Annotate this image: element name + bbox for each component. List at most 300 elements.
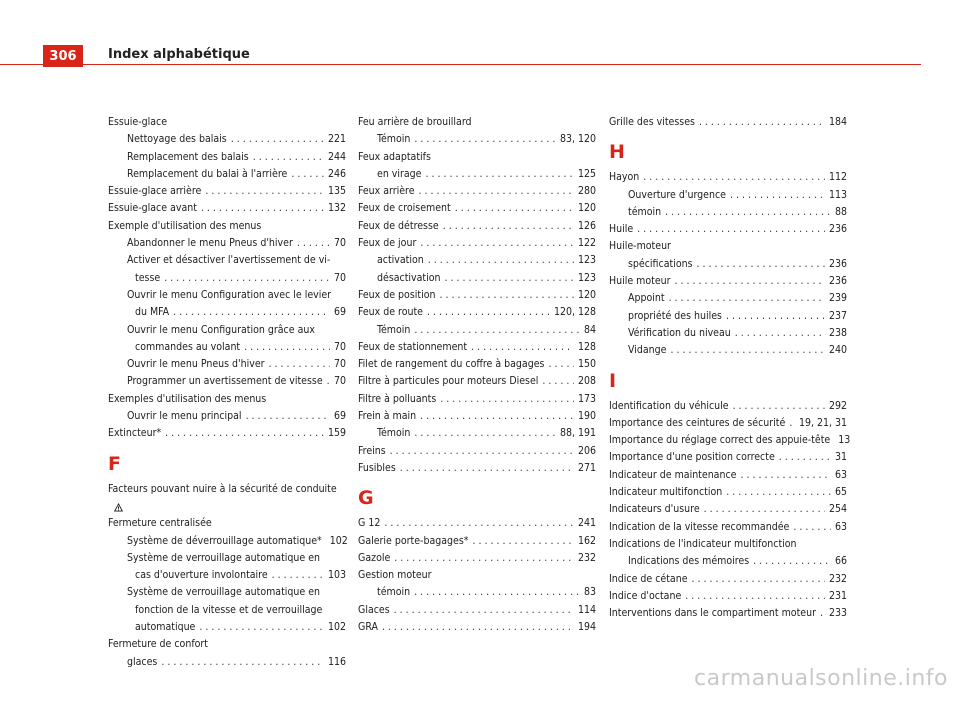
index-entry <box>609 169 847 186</box>
dot-leader <box>472 533 573 550</box>
index-entry-line <box>127 373 346 390</box>
index-entry <box>358 304 596 321</box>
index-entry-line <box>609 519 847 536</box>
index-entry <box>108 356 346 373</box>
index-entry <box>108 252 346 287</box>
dot-leader <box>445 270 574 287</box>
dot-leader <box>272 567 324 584</box>
index-entry-text: témoin <box>628 205 662 218</box>
dot-leader <box>443 218 574 235</box>
dot-leader <box>269 356 330 373</box>
index-entry-text: Fusibles <box>358 461 396 474</box>
index-entry-text: Indicateur de maintenance <box>609 468 737 481</box>
page-reference: 128 <box>577 340 596 353</box>
index-entry-text: Ouvrir le menu principal <box>127 410 242 423</box>
index-entry <box>609 605 847 622</box>
page-reference: 232 <box>577 551 596 564</box>
index-entry-text: Feux de stationnement <box>358 340 468 353</box>
index-entry <box>108 218 346 235</box>
index-entry-text: Grille des vitesses <box>609 116 695 128</box>
index-entry-text: Feux arrière <box>358 185 415 198</box>
page-reference: 120, 128 <box>553 306 596 319</box>
index-letter-heading: G <box>358 487 374 510</box>
index-entry-line <box>127 533 346 550</box>
page-reference: 103 <box>327 569 346 582</box>
page-reference: 271 <box>577 461 596 474</box>
page-reference: 69 <box>333 410 346 423</box>
index-entry-line <box>127 270 346 287</box>
page-reference: 114 <box>577 603 596 616</box>
index-entry <box>358 200 596 217</box>
index-entry-line <box>108 425 346 442</box>
index-entry <box>609 256 847 273</box>
page-reference: 240 <box>828 344 847 357</box>
index-entry-line <box>377 270 596 287</box>
index-entry-line <box>609 449 847 466</box>
index-entry-text: Témoin <box>377 427 411 440</box>
index-entry-line <box>377 252 596 269</box>
index-entry-line <box>377 584 596 601</box>
index-entry-text: Activer et désactiver l'avertissement de vi- <box>127 254 331 267</box>
index-entry-line <box>377 166 596 183</box>
index-entry-line <box>127 619 346 636</box>
dot-leader <box>231 131 324 148</box>
page-reference: 120 <box>577 288 596 301</box>
page-reference: 159 <box>327 427 346 440</box>
index-entry <box>609 467 847 484</box>
index-entry-line <box>127 235 346 252</box>
index-entry-text: en virage <box>377 167 422 180</box>
index-entry <box>358 235 596 252</box>
index-entry-text: Extincteur* <box>108 427 162 440</box>
index-entry-text: Galerie porte-bagages* <box>358 534 469 547</box>
index-entry-text: Feux de détresse <box>358 219 439 232</box>
index-entry <box>609 501 847 518</box>
page-reference: 113 <box>828 188 847 201</box>
index-entry-text: Système de verrouillage automatique en <box>127 586 321 599</box>
dot-leader <box>670 342 825 359</box>
page-reference: 13 <box>838 434 851 447</box>
dot-leader <box>400 460 574 477</box>
page-reference: 70 <box>333 237 346 250</box>
index-entry <box>609 114 847 131</box>
page-reference: 116 <box>327 655 346 668</box>
index-entry-text: Exemples d'utilisation des menus <box>108 392 267 405</box>
index-entry <box>609 308 847 325</box>
page-reference: 88 <box>834 205 847 218</box>
dot-leader <box>455 200 574 217</box>
index-entry-text: spécifications <box>628 257 693 270</box>
page-reference: 232 <box>828 572 847 585</box>
page-number: 306 <box>43 45 83 67</box>
index-entry-line <box>628 187 847 204</box>
index-entry <box>358 166 596 183</box>
index-entry <box>108 515 346 532</box>
page-reference: 19, 21, 31 <box>798 416 847 429</box>
index-entry-line <box>358 183 596 200</box>
index-entry-text: Filtre à polluants <box>358 392 437 405</box>
index-entry-text: Indicateurs d'usure <box>609 503 700 516</box>
page-reference: 70 <box>333 358 346 371</box>
index-entry-line <box>358 235 596 252</box>
dot-leader <box>471 339 574 356</box>
page-reference: 239 <box>828 292 847 305</box>
index-entry <box>108 287 346 322</box>
index-entry-text: du MFA <box>135 306 170 319</box>
dot-leader <box>726 308 825 325</box>
index-entry <box>358 425 596 442</box>
index-entry-text: Hayon <box>609 171 640 184</box>
index-entry-text: Feu arrière de brouillard <box>358 116 472 128</box>
index-entry-text: Indications des mémoires <box>628 555 750 568</box>
index-entry-text: Frein à main <box>358 410 417 423</box>
index-entry-text: Abandonner le menu Pneus d'hiver <box>127 237 293 250</box>
dot-leader <box>327 373 330 390</box>
index-entry-text: Indice d'octane <box>609 589 682 602</box>
index-entry-line <box>358 304 596 321</box>
index-entry-line <box>609 467 847 484</box>
page-reference: 254 <box>828 503 847 516</box>
header-rule <box>0 64 921 65</box>
index-entry-text: tesse <box>135 271 161 284</box>
index-entry <box>609 398 847 415</box>
dot-leader <box>548 356 574 373</box>
dot-leader <box>414 425 556 442</box>
dot-leader <box>394 602 574 619</box>
index-entry-text: Importance d'une position correcte <box>609 451 775 464</box>
index-entry-text: Système de déverrouillage automatique* <box>127 534 322 547</box>
index-entry-text: Exemple d'utilisation des menus <box>108 219 262 232</box>
index-entry-line <box>127 304 346 321</box>
index-entry-line <box>108 200 346 217</box>
index-entry <box>108 114 346 131</box>
index-entry-text: Ouvrir le menu Pneus d'hiver <box>127 358 265 371</box>
page-reference: 123 <box>577 254 596 267</box>
index-entry-text: Témoin <box>377 323 411 336</box>
index-entry-line <box>127 567 346 584</box>
index-entry-text: Remplacement des balais <box>127 150 249 163</box>
dot-leader <box>414 322 580 339</box>
index-entry <box>358 339 596 356</box>
index-entry-line <box>628 553 847 570</box>
index-entry-line <box>628 290 847 307</box>
dot-leader <box>394 550 574 567</box>
index-entry <box>108 166 346 183</box>
index-entry-line <box>609 114 847 131</box>
dot-leader <box>643 169 825 186</box>
index-entry <box>609 204 847 221</box>
page-reference: 231 <box>828 589 847 602</box>
index-entry-text: Système de verrouillage automatique en <box>127 551 321 564</box>
dot-leader <box>733 398 825 415</box>
index-entry <box>358 443 596 460</box>
dot-leader <box>439 287 573 304</box>
page-reference: 221 <box>327 133 346 146</box>
index-entry-text: glaces <box>127 655 158 668</box>
dot-leader <box>740 467 831 484</box>
index-entry <box>609 449 847 466</box>
dot-leader <box>420 235 574 252</box>
page-reference: 66 <box>834 555 847 568</box>
index-entry-line <box>609 398 847 415</box>
index-entry-text: Huile-moteur <box>609 240 671 253</box>
dot-leader <box>428 252 574 269</box>
index-entry-line <box>358 550 596 567</box>
page-reference: 246 <box>327 167 346 180</box>
index-entry-line <box>609 588 847 605</box>
dot-leader <box>244 339 330 356</box>
dot-leader <box>164 270 330 287</box>
index-entry-line <box>358 443 596 460</box>
index-entry <box>358 322 596 339</box>
index-entry-line <box>358 373 596 390</box>
dot-leader <box>735 325 825 342</box>
index-entry <box>108 131 346 148</box>
page-reference: 70 <box>333 271 346 284</box>
index-entry-text: Feux de croisement <box>358 202 451 215</box>
index-entry <box>358 602 596 619</box>
index-entry-text: Huile <box>609 223 634 236</box>
page-reference: 102 <box>327 621 346 634</box>
page-reference: 126 <box>577 219 596 232</box>
index-entry-line <box>609 484 847 501</box>
index-entry-line <box>108 183 346 200</box>
dot-leader <box>382 619 574 636</box>
dot-leader <box>420 408 574 425</box>
index-entry-text: désactivation <box>377 271 441 284</box>
index-entry-line <box>609 169 847 186</box>
index-letter-heading: F <box>108 452 121 475</box>
dot-leader <box>384 515 574 532</box>
page-reference: 123 <box>577 271 596 284</box>
dot-leader <box>820 605 825 622</box>
index-entry-line <box>358 200 596 217</box>
page-reference: 135 <box>327 185 346 198</box>
index-letter-heading: H <box>609 141 625 164</box>
index-entry-text: Indice de cétane <box>609 572 688 585</box>
page-reference: 69 <box>333 306 346 319</box>
page-reference: 190 <box>577 410 596 423</box>
dot-leader <box>201 200 324 217</box>
index-entry-line <box>358 533 596 550</box>
page-reference: 173 <box>577 392 596 405</box>
index-entry <box>358 391 596 408</box>
index-entry-line <box>358 460 596 477</box>
index-entry-text: commandes au volant <box>135 340 241 353</box>
index-entry <box>108 200 346 217</box>
index-entry <box>108 533 346 550</box>
index-entry-line <box>358 515 596 532</box>
index-entry <box>358 114 596 131</box>
index-entry-text: Importance du réglage correct des appuie-tête <box>609 434 831 447</box>
index-entry <box>358 584 596 601</box>
index-entry <box>358 373 596 390</box>
index-entry-line <box>628 204 847 221</box>
index-entry-text: Témoin <box>377 133 411 146</box>
index-entry-text: Freins <box>358 444 386 457</box>
dot-leader <box>730 187 825 204</box>
index-entry-text: Essuie-glace arrière <box>108 185 202 198</box>
index-entry <box>358 619 596 636</box>
page-reference: 236 <box>828 275 847 288</box>
index-entry-text: Programmer un avertissement de vitesse <box>127 375 323 388</box>
dot-leader <box>165 425 324 442</box>
index-entry-line <box>609 571 847 588</box>
index-entry-text: activation <box>377 254 424 267</box>
index-entry-text: Gestion moteur <box>358 569 432 582</box>
index-entry-text: Essuie-glace avant <box>108 202 197 215</box>
page-reference: 63 <box>834 468 847 481</box>
dot-leader <box>161 654 324 671</box>
dot-leader <box>665 204 831 221</box>
index-entry <box>609 342 847 359</box>
dot-leader <box>427 304 550 321</box>
dot-leader <box>419 183 574 200</box>
index-entry-line <box>358 218 596 235</box>
index-entry-text: cas d'ouverture involontaire <box>135 569 268 582</box>
index-entry-text: G 12 <box>358 517 381 530</box>
index-entry <box>108 584 346 636</box>
index-entry-line <box>127 149 346 166</box>
dot-leader <box>542 373 574 390</box>
dot-leader <box>414 584 580 601</box>
index-entry-line <box>127 408 346 425</box>
index-entry <box>609 273 847 290</box>
index-entry <box>108 235 346 252</box>
page-reference: 236 <box>828 257 847 270</box>
page-reference: 122 <box>577 237 596 250</box>
page-reference: 120 <box>577 202 596 215</box>
dot-leader <box>205 183 324 200</box>
page-reference: 236 <box>828 223 847 236</box>
index-entry-line <box>609 415 847 432</box>
index-entry-text: Ouvrir le menu Configuration grâce aux <box>127 323 315 336</box>
index-entry <box>609 553 847 570</box>
dot-leader <box>246 408 330 425</box>
index-entry <box>358 460 596 477</box>
index-column-3 <box>609 114 851 622</box>
index-entry-text: Gazole <box>358 551 391 564</box>
dot-leader <box>697 256 825 273</box>
index-entry <box>358 408 596 425</box>
index-entry-line <box>358 391 596 408</box>
index-entry <box>358 252 596 269</box>
index-entry-text: automatique <box>135 621 196 634</box>
dot-leader <box>753 553 831 570</box>
dot-leader <box>173 304 330 321</box>
index-entry-text: Glaces <box>358 603 390 616</box>
page-reference: 84 <box>583 323 596 336</box>
index-entry-line <box>358 356 596 373</box>
dot-leader <box>793 519 831 536</box>
index-entry <box>609 415 847 432</box>
page-reference: 88, 191 <box>559 427 596 440</box>
index-entry <box>108 550 346 585</box>
index-entry <box>108 481 346 516</box>
index-entry-text: Vérification du niveau <box>628 326 731 339</box>
index-entry-text: Indication de la vitesse recommandée <box>609 520 790 533</box>
index-entry-text: Remplacement du balai à l'arrière <box>127 167 288 180</box>
index-entry <box>609 484 847 501</box>
index-entry <box>108 425 346 442</box>
index-entry-text: témoin <box>377 586 411 599</box>
page-reference: 70 <box>333 375 346 388</box>
dot-leader <box>426 166 574 183</box>
index-entry-line <box>127 339 346 356</box>
index-entry-text: Filet de rangement du coffre à bagages <box>358 358 545 371</box>
dot-leader <box>390 443 574 460</box>
index-entry-line <box>609 605 847 622</box>
page-title: Index alphabétique <box>108 47 250 62</box>
index-letter-heading: I <box>609 369 617 392</box>
index-entry <box>108 322 346 357</box>
page-reference: 132 <box>327 202 346 215</box>
page-reference: 83, 120 <box>559 133 596 146</box>
index-entry-line <box>358 602 596 619</box>
index-entry-text: Ouverture d'urgence <box>628 188 726 201</box>
page-reference: 241 <box>577 517 596 530</box>
index-entry-line <box>127 654 346 671</box>
index-entry-text: Vidange <box>628 344 667 357</box>
dot-leader <box>669 290 825 307</box>
dot-leader <box>789 415 795 432</box>
page-reference: 65 <box>834 486 847 499</box>
index-entry <box>108 654 346 671</box>
index-entry-line <box>358 619 596 636</box>
page-reference: 208 <box>577 375 596 388</box>
index-entry-text: Indicateur multifonction <box>609 486 723 499</box>
index-entry <box>108 149 346 166</box>
index-entry-text: Essuie-glace <box>108 116 168 128</box>
index-entry <box>108 373 346 390</box>
page-reference: 150 <box>577 358 596 371</box>
index-entry-line <box>609 501 847 518</box>
dot-leader <box>685 588 825 605</box>
index-entry <box>358 567 596 584</box>
index-entry <box>108 183 346 200</box>
index-entry-text: Nettoyage des balais <box>127 133 227 146</box>
dot-leader <box>291 166 324 183</box>
dot-leader <box>297 235 330 252</box>
index-entry <box>358 515 596 532</box>
page-reference: 125 <box>577 167 596 180</box>
index-entry-text: Filtre à particules pour moteurs Diesel <box>358 375 539 388</box>
index-entry <box>108 636 346 653</box>
index-entry-line <box>377 131 596 148</box>
index-entry <box>358 183 596 200</box>
dot-leader <box>253 149 324 166</box>
index-entry <box>358 287 596 304</box>
index-entry-line <box>358 408 596 425</box>
index-entry <box>609 187 847 204</box>
index-column-2 <box>358 114 596 636</box>
warning-triangle-icon <box>114 501 123 513</box>
index-entry <box>358 218 596 235</box>
page-reference: 102 <box>329 534 348 547</box>
dot-leader <box>726 484 831 501</box>
index-entry-line <box>628 308 847 325</box>
page-reference: 31 <box>834 451 847 464</box>
page-reference: 112 <box>828 171 847 184</box>
index-entry-line <box>377 322 596 339</box>
index-entry-text: Facteurs pouvant nuire à la sécurité de conduite <box>108 482 337 495</box>
index-entry-text: Indications de l'indicateur multifonction <box>609 537 797 550</box>
index-entry-text: Feux de route <box>358 306 423 319</box>
page-reference: 233 <box>828 607 847 620</box>
dot-leader <box>199 619 324 636</box>
page-reference: 237 <box>828 309 847 322</box>
index-entry-line <box>628 325 847 342</box>
